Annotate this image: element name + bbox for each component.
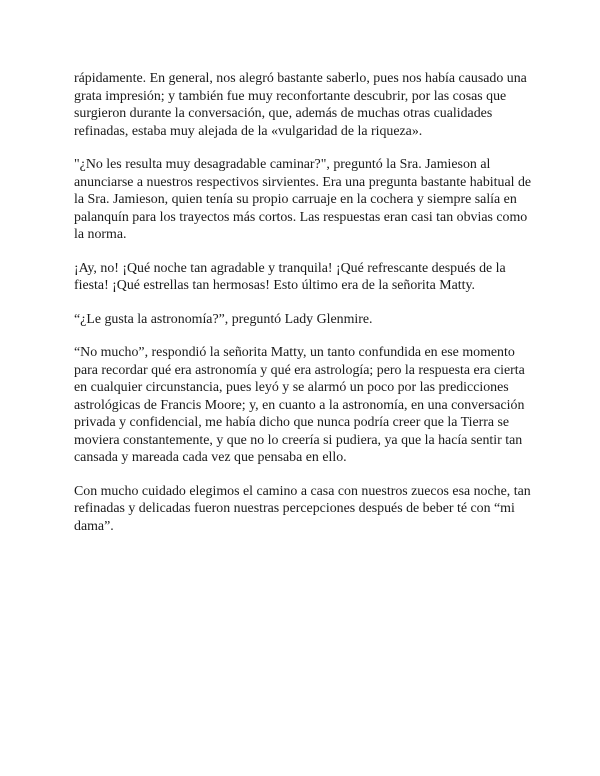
paragraph-6: Con mucho cuidado elegimos el camino a casa con nuestros zuecos esa noche, tan refinadas y delicadas fueron nuestras percepciones después de beber té con “mi dama”.: [74, 483, 531, 534]
paragraph-2: "¿No les resulta muy desagradable caminar?", preguntó la Sra. Jamieson al anunciarse a nuestros respectivos sirvientes. Era una pregunta bastante habitual de la Sra. Jamieson, quien tenía su propio carruaje en la cochera y siempre salía en palanquín para los trayectos más cortos. Las respuestas eran casi tan obvias como la norma.: [74, 157, 532, 242]
paragraph-4: “¿Le gusta la astronomía?”, preguntó Lady Glenmire.: [74, 311, 373, 327]
paragraph-5: “No mucho”, respondió la señorita Matty, un tanto confundida en ese momento para recordar qué era astronomía y qué era astrología; pero la respuesta era cierta en cualquier circunstancia, pues leyó y se alarmó un poco por las predicciones astrológicas de Francis Moore; y, en cuanto a la astronomía, en una conversación privada y confidencial, me había dicho que nunca podría creer que la Tierra se moviera constantemente, y que no lo creería si pudiera, ya que la hacía sentir tan cansada y mareada cada vez que pensaba en ello.: [74, 345, 525, 465]
paragraph-3: ¡Ay, no! ¡Qué noche tan agradable y tranquila! ¡Qué refrescante después de la fiesta! ¡Qué estrellas tan hermosas! Esto último era de la señorita Matty.: [74, 260, 506, 293]
document-page: [74, 70, 534, 551]
paragraph-1: rápidamente. En general, nos alegró bastante saberlo, pues nos había causado una grata impresión; y también fue muy reconfortante descubrir, por las cosas que surgieron durante la conversación, que, además de muchas otras cualidades refinadas, estaba muy alejada de la «vulgaridad de la riqueza».: [74, 71, 527, 139]
